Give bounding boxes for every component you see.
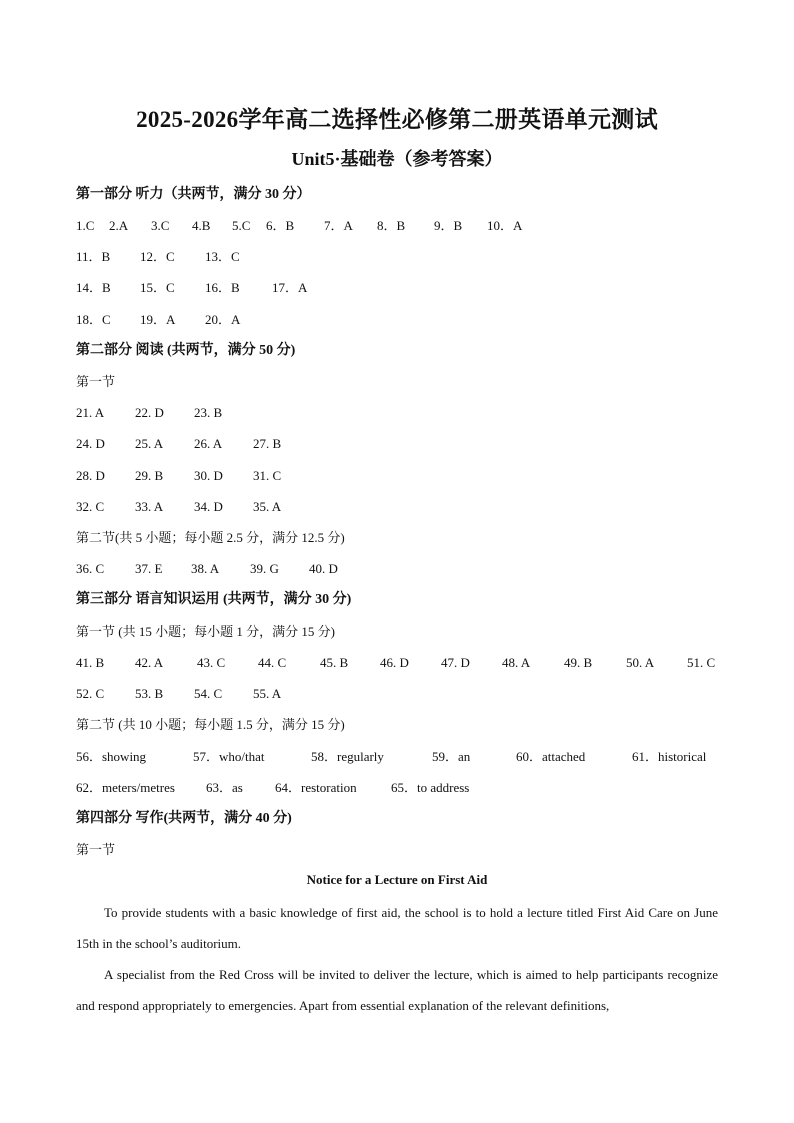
answer: 62．meters/metres bbox=[76, 780, 175, 795]
part1-row-2 bbox=[76, 247, 376, 267]
answer: 59．an bbox=[432, 749, 471, 764]
answer: 23. B bbox=[194, 405, 223, 420]
part3-heading: 第三部分 语言知识运用 (共两节，满分 30 分) bbox=[76, 592, 352, 607]
part3-row-3 bbox=[76, 747, 721, 767]
part1-row-3 bbox=[76, 278, 376, 298]
part4-heading: 第四部分 写作(共两节，满分 40 分) bbox=[76, 811, 292, 826]
answer: 47. D bbox=[441, 655, 470, 670]
page-subtitle: Unit5·基础卷（参考答案） bbox=[291, 149, 503, 169]
answer: 3.C bbox=[151, 218, 170, 233]
part4-section1-label: 第一节 bbox=[76, 842, 116, 857]
answer: 28. D bbox=[76, 468, 105, 483]
answer: 4.B bbox=[192, 218, 211, 233]
answer: 39. G bbox=[250, 561, 279, 576]
answer: 45. B bbox=[320, 655, 349, 670]
part2-section1-label: 第一节 bbox=[76, 374, 116, 389]
answer: 35. A bbox=[253, 499, 282, 514]
part2-heading: 第二部分 阅读 (共两节，满分 50 分) bbox=[76, 343, 296, 358]
answer: 40. D bbox=[309, 561, 338, 576]
answer: 33. A bbox=[135, 499, 164, 514]
answer: 10．A bbox=[487, 218, 523, 233]
answer: 26. A bbox=[194, 436, 223, 451]
answer: 48. A bbox=[502, 655, 531, 670]
part3-row-4 bbox=[76, 778, 526, 798]
answer: 25. A bbox=[135, 436, 164, 451]
answer: 60．attached bbox=[516, 749, 586, 764]
answer: 44. C bbox=[258, 655, 287, 670]
answer: 18．C bbox=[76, 312, 111, 327]
answer: 30. D bbox=[194, 468, 223, 483]
answer: 1.C bbox=[76, 218, 95, 233]
page-title: 2025-2026学年高二选择性必修第二册英语单元测试 bbox=[136, 107, 658, 132]
answer: 36. C bbox=[76, 561, 105, 576]
answer: 46. D bbox=[380, 655, 409, 670]
part2-row-2 bbox=[76, 434, 376, 454]
answer: 54. C bbox=[194, 686, 223, 701]
answer: 8．B bbox=[377, 218, 406, 233]
answer: 43. C bbox=[197, 655, 226, 670]
answer: 21. A bbox=[76, 405, 105, 420]
part1-row-1 bbox=[76, 216, 726, 236]
answer: 52. C bbox=[76, 686, 105, 701]
part1-row-4 bbox=[76, 310, 376, 330]
answer: 27. B bbox=[253, 436, 282, 451]
answer: 12．C bbox=[140, 249, 175, 264]
notice-paragraph-2: A specialist from the Red Cross will be invited to deliver the lecture, which is aimed to help participants recognize and respond appropriately to emergencies. Apart from essential explanation of the relevant definitions, bbox=[76, 967, 718, 1013]
part3-row-2 bbox=[76, 684, 376, 704]
part3-section1-label: 第一节 (共 15 小题；每小题 1 分，满分 15 分) bbox=[76, 624, 335, 639]
notice-paragraph-1: To provide students with a basic knowledge of first aid, the school is to hold a lecture titled First Aid Care on June 15th in the school’s auditorium. bbox=[76, 905, 718, 951]
answer: 20．A bbox=[205, 312, 241, 327]
part2-row-1 bbox=[76, 403, 376, 423]
answer: 38. A bbox=[191, 561, 220, 576]
answer: 15．C bbox=[140, 280, 175, 295]
answer: 22. D bbox=[135, 405, 164, 420]
answer: 14．B bbox=[76, 280, 111, 295]
answer: 24. D bbox=[76, 436, 105, 451]
answer: 49. B bbox=[564, 655, 593, 670]
answer: 65．to address bbox=[391, 780, 470, 795]
answer: 61．historical bbox=[632, 749, 707, 764]
part2-row-3 bbox=[76, 466, 376, 486]
answer: 55. A bbox=[253, 686, 282, 701]
answer: 50. A bbox=[626, 655, 655, 670]
part1-heading: 第一部分 听力（共两节，满分 30 分） bbox=[76, 187, 311, 202]
answer: 41. B bbox=[76, 655, 105, 670]
answer: 17．A bbox=[272, 280, 308, 295]
answer: 56．showing bbox=[76, 749, 147, 764]
part3-section2-label: 第二节 (共 10 小题；每小题 1.5 分，满分 15 分) bbox=[76, 717, 345, 732]
answer: 64．restoration bbox=[275, 780, 357, 795]
answer: 31. C bbox=[253, 468, 282, 483]
answer: 58．regularly bbox=[311, 749, 384, 764]
notice-title: Notice for a Lecture on First Aid bbox=[306, 872, 488, 887]
answer: 6．B bbox=[266, 218, 295, 233]
answer: 11．B bbox=[76, 249, 111, 264]
part3-row-1 bbox=[76, 653, 726, 673]
answer: 9．B bbox=[434, 218, 463, 233]
answer: 29. B bbox=[135, 468, 164, 483]
answer: 16．B bbox=[205, 280, 240, 295]
answer: 13．C bbox=[205, 249, 240, 264]
answer: 53. B bbox=[135, 686, 164, 701]
answer: 19．A bbox=[140, 312, 176, 327]
answer: 51. C bbox=[687, 655, 716, 670]
answer: 63．as bbox=[206, 780, 243, 795]
answer: 2.A bbox=[109, 218, 129, 233]
answer: 57．who/that bbox=[193, 749, 265, 764]
part2-section2-label: 第二节(共 5 小题；每小题 2.5 分，满分 12.5 分) bbox=[76, 530, 345, 545]
part2-row-5 bbox=[76, 559, 396, 579]
answer: 34. D bbox=[194, 499, 223, 514]
part2-row-4 bbox=[76, 497, 376, 517]
answer: 5.C bbox=[232, 218, 251, 233]
answer: 37. E bbox=[135, 561, 163, 576]
answer: 32. C bbox=[76, 499, 105, 514]
answer: 42. A bbox=[135, 655, 164, 670]
answer: 7．A bbox=[324, 218, 353, 233]
